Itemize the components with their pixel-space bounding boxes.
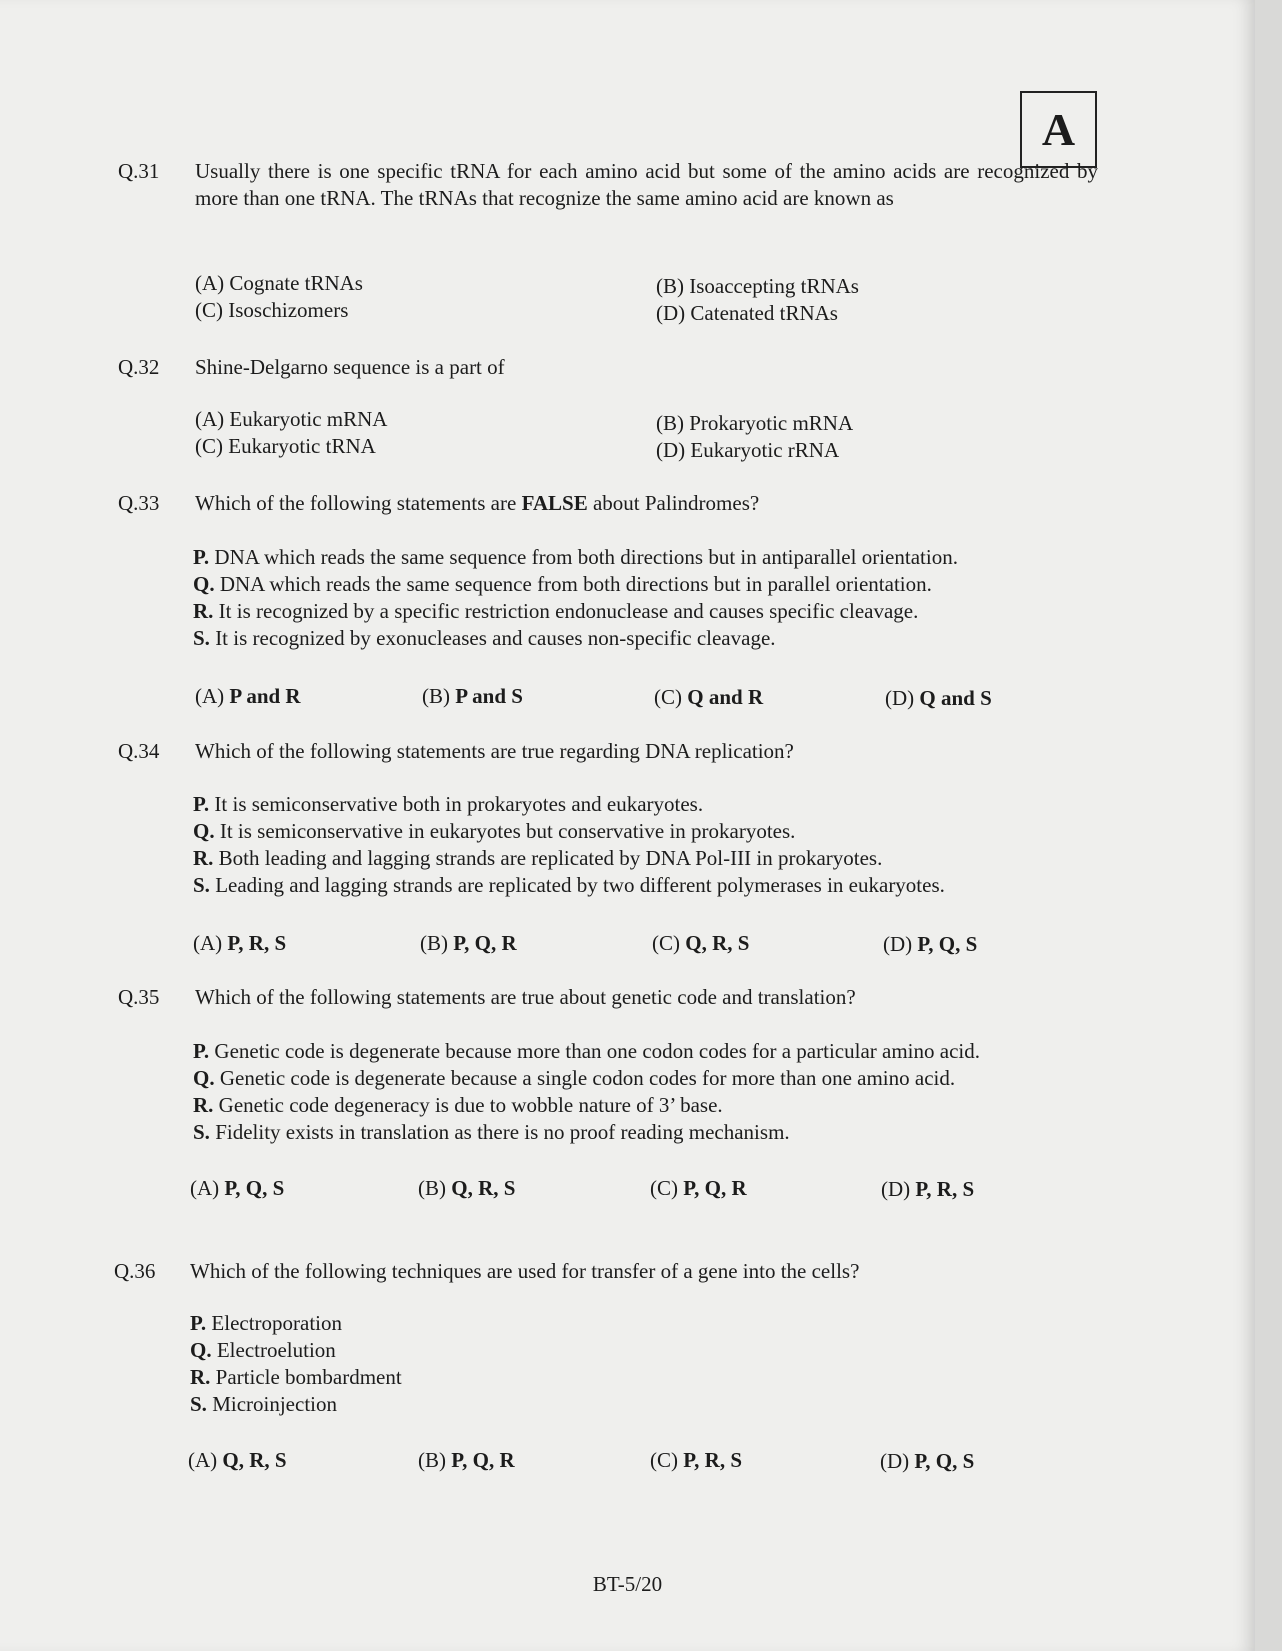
- statement-r: R. It is recognized by a specific restriction endonuclease and causes specific cleavage.: [193, 599, 919, 623]
- option-a[interactable]: (A) Q, R, S: [188, 1448, 287, 1472]
- option-b[interactable]: (B) P and S: [422, 684, 523, 708]
- statement-s: S. Fidelity exists in translation as there is no proof reading mechanism.: [193, 1120, 790, 1144]
- question-number: Q.33: [118, 491, 160, 515]
- question-text: Usually there is one specific tRNA for each amino acid but some of the amino acids are recognized by more than one tRNA. The tRNAs that recognize the same amino acid are known as: [195, 159, 1098, 210]
- option-b[interactable]: (B) Prokaryotic mRNA: [656, 411, 854, 435]
- option-c[interactable]: (C) P, Q, R: [650, 1176, 747, 1200]
- option-c[interactable]: (C) P, R, S: [650, 1448, 742, 1472]
- set-code: A: [1041, 104, 1076, 155]
- emphasis-false: FALSE: [521, 491, 588, 515]
- option-b[interactable]: (B) P, Q, R: [420, 931, 517, 955]
- statement-q: Q. Genetic code is degenerate because a single codon codes for more than one amino acid.: [193, 1066, 956, 1090]
- option-d[interactable]: (D) Eukaryotic rRNA: [656, 438, 840, 462]
- question-text: Which of the following statements are true regarding DNA replication?: [195, 739, 794, 763]
- question-text: Shine-Delgarno sequence is a part of: [195, 355, 505, 379]
- option-a[interactable]: (A) P, R, S: [193, 931, 287, 955]
- option-c[interactable]: (C) Q, R, S: [652, 931, 750, 955]
- question-number: Q.31: [118, 159, 160, 183]
- statement-s: S. Leading and lagging strands are replicated by two different polymerases in eukaryotes.: [193, 873, 945, 897]
- option-d[interactable]: (D) P, Q, S: [883, 932, 978, 956]
- question-number: Q.36: [114, 1259, 156, 1283]
- statement-p: P. Electroporation: [190, 1311, 343, 1335]
- option-c[interactable]: (C) Isoschizomers: [195, 298, 349, 322]
- statement-r: R. Both leading and lagging strands are replicated by DNA Pol-III in prokaryotes.: [193, 846, 883, 870]
- statement-r: R. Particle bombardment: [190, 1365, 402, 1389]
- option-d[interactable]: (D) P, Q, S: [880, 1449, 975, 1473]
- question-number: Q.35: [118, 985, 160, 1009]
- statement-q: Q. DNA which reads the same sequence from both directions but in parallel orientation.: [193, 572, 932, 596]
- option-a[interactable]: (A) P and R: [195, 684, 301, 708]
- option-a[interactable]: (A) Cognate tRNAs: [195, 271, 363, 295]
- statement-s: S. Microinjection: [190, 1392, 337, 1416]
- question-number: Q.34: [118, 739, 160, 763]
- statement-p: P. Genetic code is degenerate because more than one codon codes for a particular amino acid.: [193, 1039, 980, 1063]
- option-a[interactable]: (A) Eukaryotic mRNA: [195, 407, 388, 431]
- page-footer: BT-5/20: [592, 1572, 663, 1596]
- statement-p: P. DNA which reads the same sequence from both directions but in antiparallel orientation.: [193, 545, 958, 569]
- question-text: Which of the following statements are FALSE about Palindromes?: [195, 491, 760, 515]
- question-text: Which of the following statements are true about genetic code and translation?: [195, 985, 856, 1009]
- statement-r: R. Genetic code degeneracy is due to wobble nature of 3’ base.: [193, 1093, 723, 1117]
- option-b[interactable]: (B) Isoaccepting tRNAs: [656, 274, 859, 298]
- option-c[interactable]: (C) Q and R: [654, 685, 764, 709]
- option-b[interactable]: (B) Q, R, S: [418, 1176, 516, 1200]
- question-number: Q.32: [118, 355, 160, 379]
- option-a[interactable]: (A) P, Q, S: [190, 1176, 285, 1200]
- option-d[interactable]: (D) Catenated tRNAs: [656, 301, 838, 325]
- option-d[interactable]: (D) Q and S: [885, 686, 992, 710]
- option-b[interactable]: (B) P, Q, R: [418, 1448, 515, 1472]
- option-d[interactable]: (D) P, R, S: [881, 1177, 975, 1201]
- statement-s: S. It is recognized by exonucleases and causes non-specific cleavage.: [193, 626, 776, 650]
- statement-q: Q. Electroelution: [190, 1338, 336, 1362]
- set-code-box: [1020, 91, 1097, 168]
- question-text: Which of the following techniques are used for transfer of a gene into the cells?: [190, 1259, 860, 1283]
- statement-q: Q. It is semiconservative in eukaryotes but conservative in prokaryotes.: [193, 819, 796, 843]
- statement-p: P. It is semiconservative both in prokaryotes and eukaryotes.: [193, 792, 704, 816]
- option-c[interactable]: (C) Eukaryotic tRNA: [195, 434, 376, 458]
